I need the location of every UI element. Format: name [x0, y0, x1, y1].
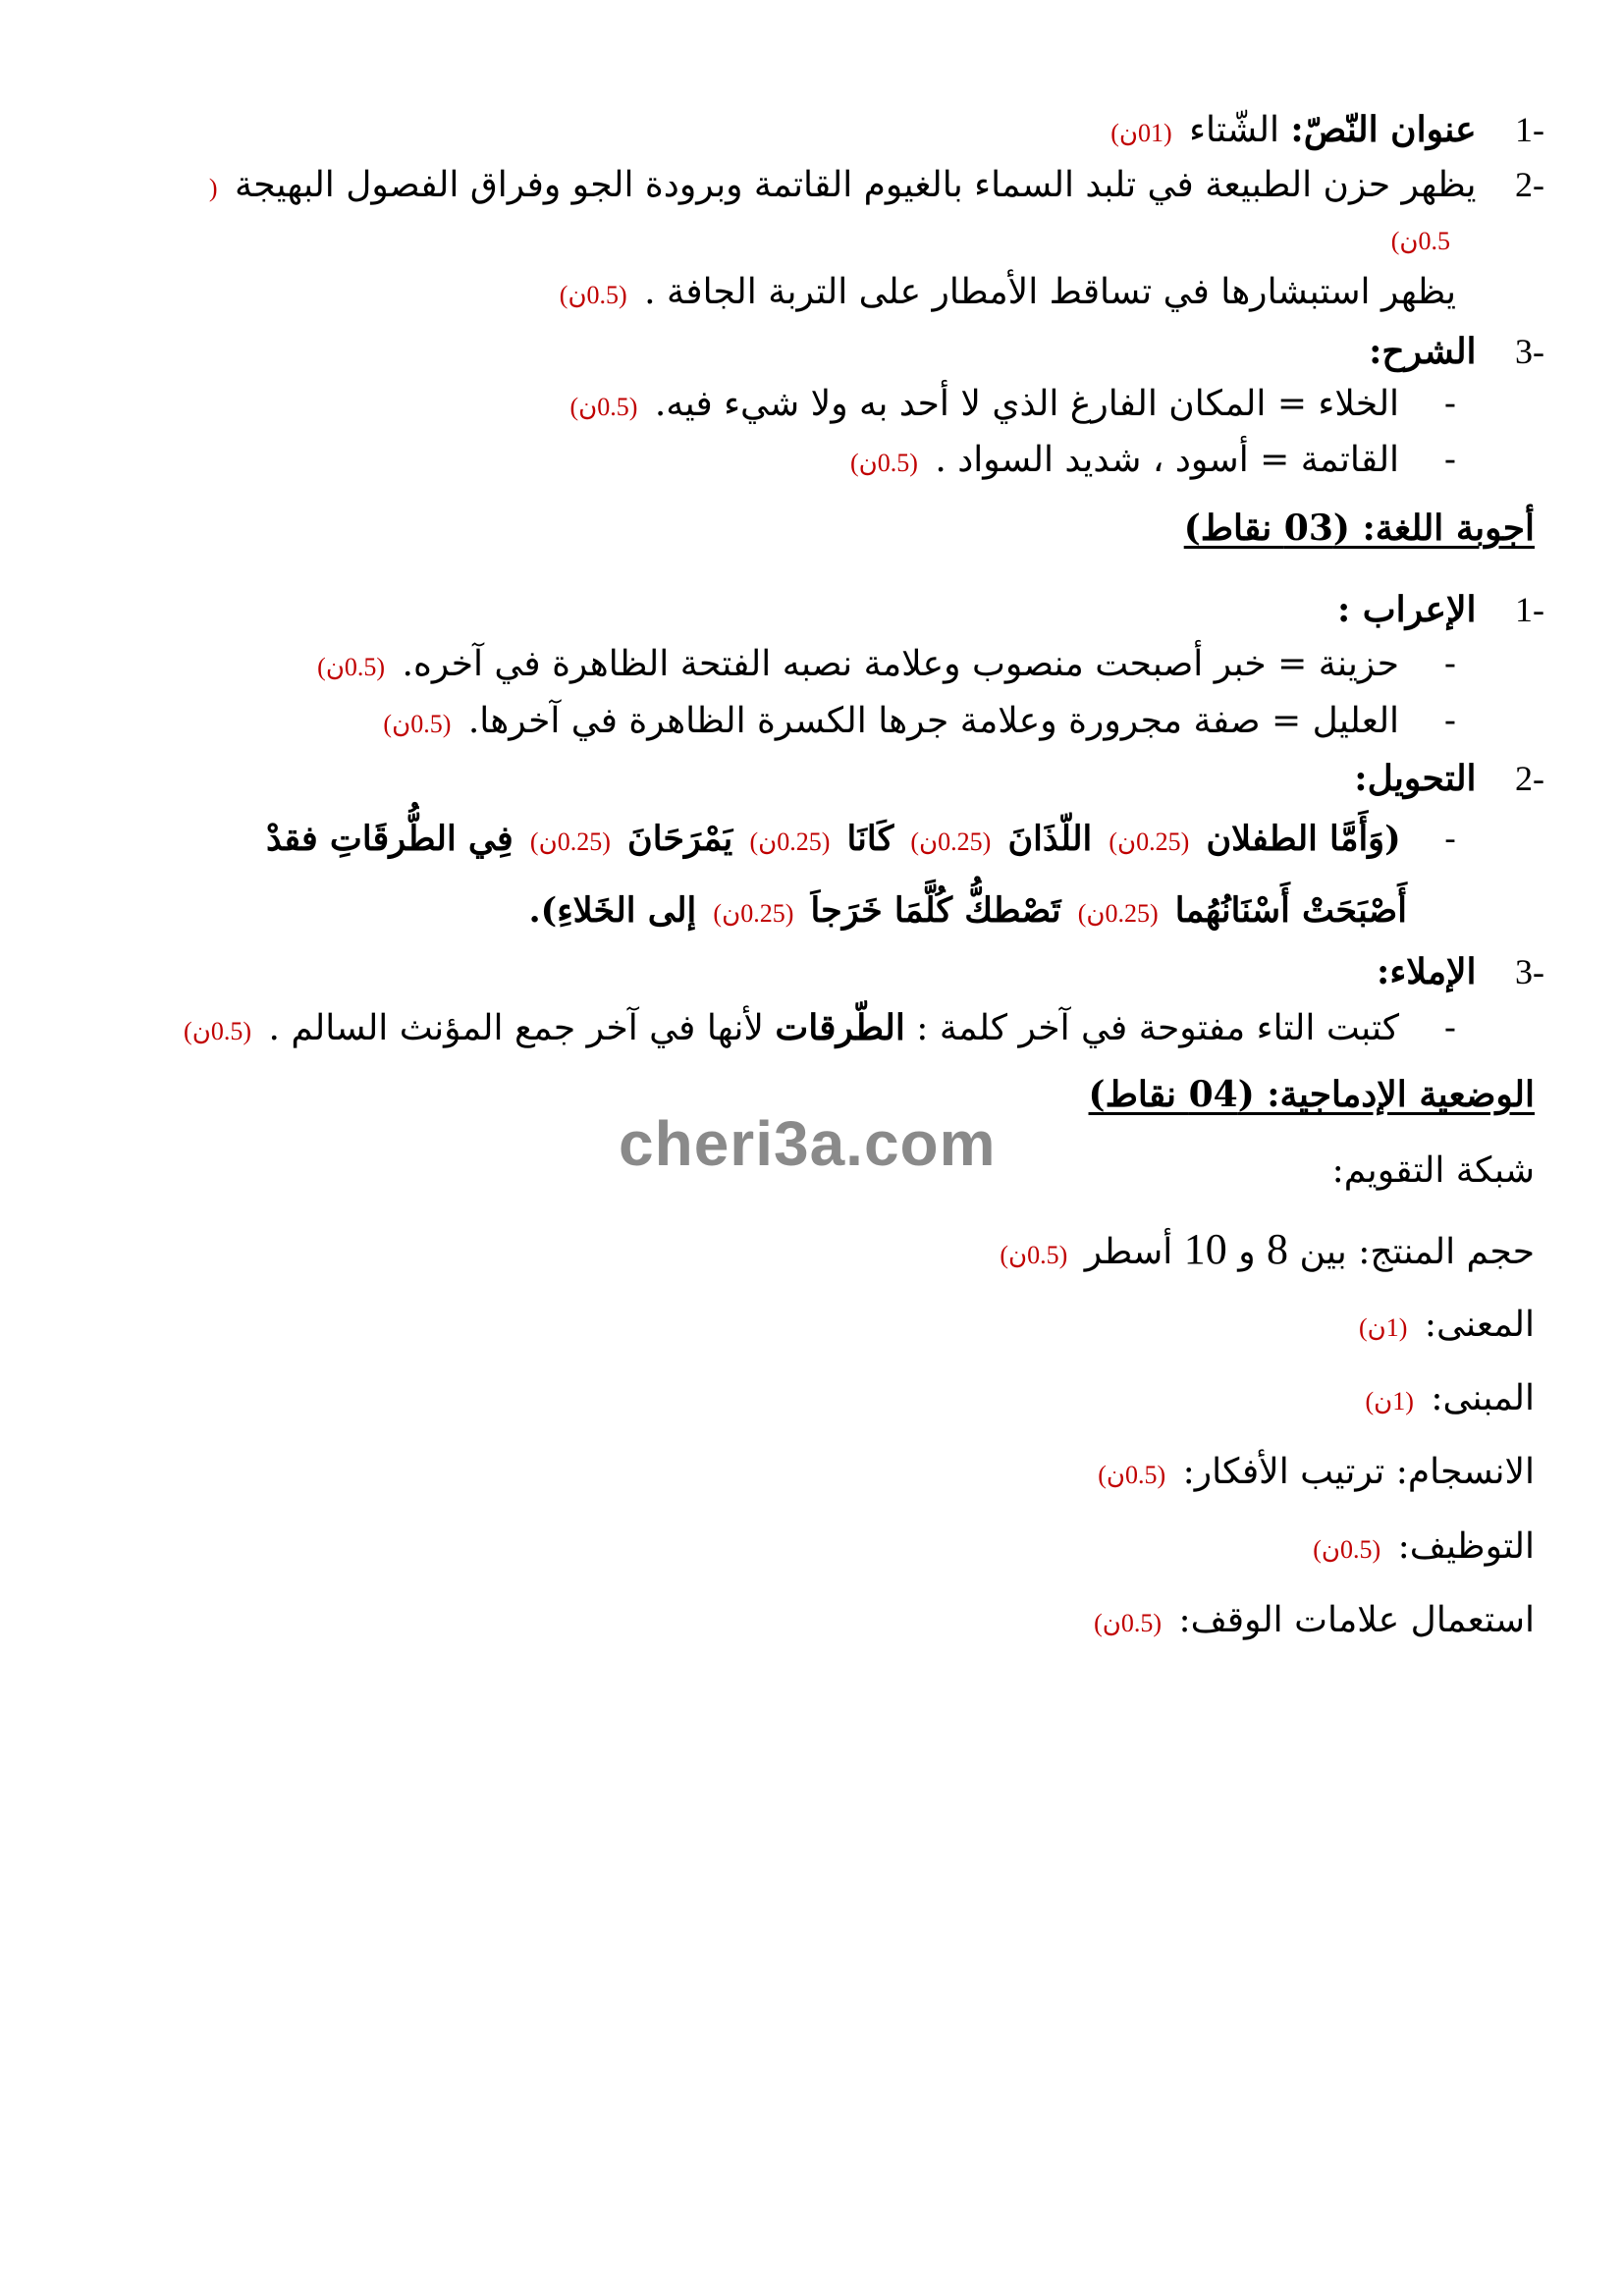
watermark-logo: cheri3a.com: [619, 1108, 997, 1179]
imla-label: الإملاء:: [1377, 951, 1477, 992]
tahwil-number: -2: [1515, 759, 1544, 798]
q3-label: الشرح:: [1369, 331, 1477, 372]
q2-open-paren: (: [208, 174, 218, 202]
size-max: 10: [1183, 1225, 1227, 1273]
i3rab-item-2: [0, 697, 1456, 749]
i3rab-1-text: حزينة = خبر أصبحت منصوب وعلامة نصبه الفتحة الظاهرة في آخره.: [402, 644, 1400, 684]
tahwil-mark: (0.25ن): [1109, 828, 1190, 856]
imla-mark: (0.5ن): [184, 1017, 251, 1045]
question-2-line-1: [0, 160, 1544, 213]
size-mark: (0.5ن): [1000, 1241, 1068, 1269]
tahwil-mark: (0.25ن): [713, 899, 794, 928]
q2-line-2-text: يظهر استبشارها في تساقط الأمطار على التربة الجافة .: [644, 272, 1456, 312]
explanation-item-1: [0, 380, 1456, 432]
i3rab-2-text: العليل = صفة مجرورة وعلامة جرها الكسرة الظاهرة في آخرها.: [467, 701, 1400, 741]
explanation-1-text: الخلاء = المكان الفارغ الذي لا أحد به ولا شيء فيه.: [654, 384, 1400, 424]
grid-label: [0, 1147, 1535, 1196]
q3-number: -3: [1515, 332, 1544, 371]
tahwil-segment: إلى الخَلاءِ).: [528, 890, 697, 931]
integration-heading-text: الوضعية الإدماجية: (04 نقاط): [1088, 1074, 1535, 1115]
criterion-coherence: [0, 1448, 1535, 1500]
i3rab-1-mark: (0.5ن): [317, 653, 386, 681]
criterion-mark: (1ن): [1365, 1387, 1414, 1415]
i3rab-label: الإعراب :: [1336, 589, 1477, 630]
tahwil-segment: اللّذَانَ: [1007, 819, 1093, 859]
q2-line-1-mark: 0.5ن): [1390, 227, 1450, 255]
i3rab-2-mark: (0.5ن): [383, 710, 452, 738]
q1-answer: الشّتاء: [1189, 110, 1279, 150]
explanation-2-text: القاتمة = أسود ، شديد السواد .: [935, 440, 1400, 480]
tahwil-segment: يَمْرَحَانَ: [627, 819, 733, 859]
dash-bullet: -: [1410, 644, 1456, 684]
tahwil-segment: أَصْبَحَتْ أَسْنَانُهُما: [1174, 890, 1407, 931]
size-and: و: [1238, 1232, 1256, 1272]
grid-label-text: شبكة التقويم:: [1331, 1150, 1535, 1191]
criterion-usage: [0, 1522, 1535, 1575]
i3rab-item-1: [0, 640, 1456, 692]
question-2-line-2: [0, 268, 1456, 320]
imla-number: -3: [1515, 952, 1544, 991]
q1-mark: (01ن): [1110, 119, 1172, 147]
criterion-label: التوظيف:: [1397, 1526, 1535, 1567]
imla-text-before: كتبت التاء مفتوحة في آخر كلمة :: [916, 1008, 1400, 1048]
criterion-mark: (0.5ن): [1098, 1461, 1166, 1489]
i3rab-number: -1: [1515, 590, 1544, 629]
tahwil-segment: كَانَا: [846, 819, 894, 859]
criterion-structure: [0, 1374, 1535, 1426]
tahwil-line-2: [0, 886, 1407, 938]
imla-word: الطّرقات: [775, 1007, 905, 1048]
criterion-label: الانسجام: ترتيب الأفكار:: [1182, 1452, 1535, 1492]
q1-number: -1: [1515, 110, 1544, 149]
size-post: أسطر: [1084, 1232, 1173, 1272]
q2-number: -2: [1515, 165, 1544, 204]
size-min: 8: [1267, 1225, 1289, 1273]
criterion-label: المعنى:: [1424, 1305, 1535, 1345]
tahwil-mark: (0.25ن): [1077, 899, 1159, 928]
criterion-label: استعمال علامات الوقف:: [1178, 1600, 1535, 1640]
criterion-punctuation: [0, 1596, 1535, 1648]
dash-bullet: -: [1410, 440, 1456, 480]
tahwil-mark: (0.25ن): [529, 828, 611, 856]
language-answers-heading: [0, 504, 1535, 554]
tahwil-line-1: [0, 815, 1456, 867]
tahwil-mark: (0.25ن): [910, 828, 992, 856]
tahwil-segment: (وَأَمَّا الطفلان: [1206, 819, 1401, 859]
explanation-item-2: [0, 436, 1456, 488]
q2-line-2-mark: (0.5ن): [559, 281, 627, 309]
tahwil-segment: تَصْطكُّ كُلَّمَا خَرَجاَ: [810, 890, 1061, 931]
dash-bullet: -: [1410, 701, 1456, 741]
criterion-meaning: [0, 1301, 1535, 1353]
tahwil-title: [0, 754, 1544, 804]
criterion-mark: (0.5ن): [1094, 1609, 1163, 1637]
dash-bullet: -: [1411, 820, 1456, 859]
question-3-title: [0, 327, 1544, 377]
q1-label: عنوان النّصّ:: [1290, 109, 1477, 150]
criterion-mark: (1ن): [1358, 1313, 1408, 1342]
question-2-mark-continued: [0, 221, 1456, 259]
language-heading-text: أجوبة اللغة: (03 نقاط): [1183, 507, 1535, 549]
q2-line-1-text: يظهر حزن الطبيعة في تلبد السماء بالغيوم القاتمة وبرودة الجو وفراق الفصول البهيجة: [234, 165, 1477, 205]
dash-bullet: -: [1410, 1008, 1456, 1048]
dash-bullet: -: [1410, 384, 1456, 424]
explanation-2-mark: (0.5ن): [849, 449, 918, 477]
size-criterion: [0, 1225, 1535, 1280]
imla-item: [0, 1003, 1456, 1056]
tahwil-segment: فِي الطُّرقَاتِ فقدْ: [265, 819, 514, 859]
question-1-title: [0, 105, 1544, 158]
i3rab-title: [0, 585, 1544, 635]
criterion-mark: (0.5ن): [1313, 1535, 1381, 1564]
tahwil-mark: (0.25ن): [749, 828, 831, 856]
criterion-label: المبنى:: [1431, 1378, 1535, 1418]
imla-title: [0, 947, 1544, 997]
size-pre: حجم المنتج: بين: [1299, 1232, 1535, 1272]
imla-text-after: لأنها في آخر جمع المؤنث السالم .: [268, 1008, 764, 1048]
tahwil-label: التحويل:: [1354, 758, 1477, 799]
explanation-1-mark: (0.5ن): [569, 393, 638, 421]
